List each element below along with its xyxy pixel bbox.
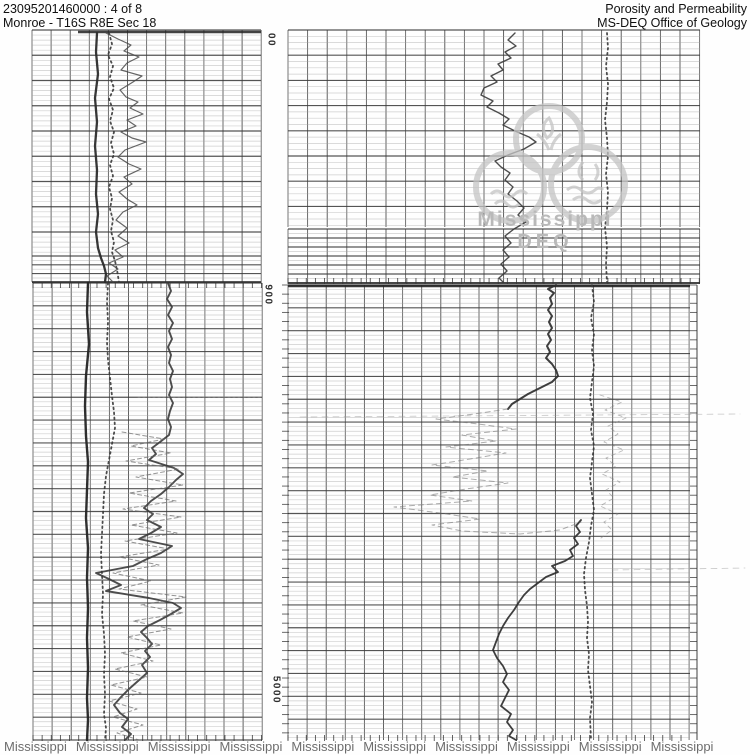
log-curves	[85, 33, 745, 740]
document-id: 23095201460000 : 4 of 8	[3, 2, 143, 16]
footer-watermark-text: Mississippi	[219, 739, 283, 754]
tr-dotted-trace	[605, 33, 608, 283]
top-right-track-lower-grid	[288, 229, 700, 284]
header-left	[3, 2, 156, 30]
footer-watermark-row	[0, 739, 750, 755]
top-right-track-upper-grid	[288, 30, 700, 227]
depth-label: 00	[265, 32, 277, 48]
br-depth-marker-line-1	[300, 414, 740, 417]
footer-watermark-text: Mississippi	[578, 739, 642, 754]
depth-label: 5000	[270, 675, 282, 705]
header-right	[597, 2, 747, 30]
footer-watermark-text: Mississippi	[650, 739, 714, 754]
footer-watermark-text: Mississippi	[75, 739, 139, 754]
bottom-right-track-grid	[282, 285, 697, 741]
document-title: Porosity and Permeability	[605, 2, 747, 16]
tr-sp-curve	[481, 33, 536, 283]
footer-watermark-text: Mississippi	[435, 739, 498, 754]
depth-label: 900	[262, 284, 274, 306]
footer-watermark-text: Mississippi	[147, 739, 211, 754]
footer-watermark-text: Mississippi	[4, 739, 67, 754]
document-agency: MS-DEQ Office of Geology	[597, 16, 747, 30]
footer-watermark-text: Mississippi	[291, 739, 355, 754]
footer-watermark-text: Mississippi	[363, 739, 427, 754]
br-main-curve-lower	[493, 520, 581, 740]
footer-watermark-text: Mississippi	[506, 739, 570, 754]
watermark-line2: DEQ	[517, 231, 573, 253]
watermark-line1: Mississippi	[477, 208, 613, 231]
document-location: Monroe - T16S R8E Sec 18	[3, 16, 157, 30]
top-left-track-upper-grid	[32, 30, 261, 256]
top-left-track-lower-grid	[32, 256, 261, 282]
